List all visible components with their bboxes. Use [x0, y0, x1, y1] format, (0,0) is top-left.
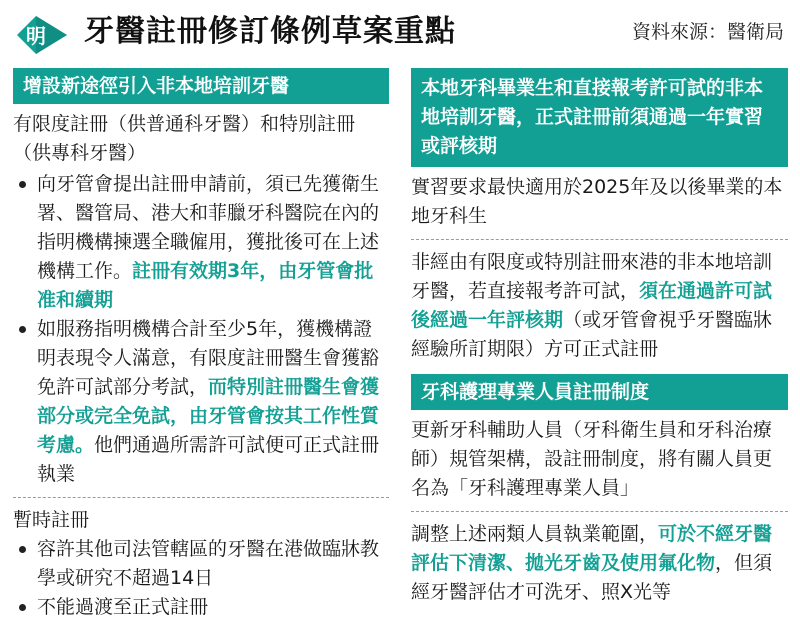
highlight-scope: 可於不經牙醫評估下清潔、拋光牙齒及使用氟化物: [411, 523, 773, 574]
list-item: 向牙管會提出註冊申請前，須已先獲衛生署、醫管局、港大和菲臘牙科醫院在內的指明機構揀選全職僱用，獲批後可在上述機構工作。註冊有效期3年，由牙管會批准和續期: [13, 170, 389, 315]
left-column: [13, 68, 389, 622]
highlight-assessment: 須在通過許可試後經過一年評核期: [411, 280, 773, 331]
registration-intro: 有限度註冊（供普通科牙醫）和特別註冊（供專科牙醫）: [13, 113, 356, 164]
divider: [411, 239, 788, 240]
assessment-period-text: 非經由有限度或特別註冊來港的非本地培訓牙醫，若直接報考許可試，須在通過許可試後經過一年評核期（或牙管會視乎牙醫臨牀經驗所訂期限）方可正式註冊: [411, 251, 773, 360]
internship-applicability: 實習要求最快適用於2025年及以後畢業的本地牙科生: [411, 176, 783, 227]
bullet-icon: [19, 181, 26, 188]
list-item: 容許其他司法管轄區的牙醫在港做臨牀教學或研究不超過14日: [13, 535, 389, 593]
list-item: 如服務指明機構合計至少5年，獲機構證明表現令人滿意，有限度註冊醫生會獲豁免許可試部分考試，而特別註冊醫生會獲部分或完全免試，由牙管會按其工作性質考慮。他們通過所需許可試便可正式註冊執業: [13, 315, 389, 489]
bullet-icon: [19, 326, 26, 333]
limited-registration-list: [13, 170, 389, 489]
section-heading-internship: 本地牙科畢業生和直接報考許可試的非本地培訓牙醫，正式註冊前須通過一年實習或評核期: [411, 68, 788, 167]
practice-scope-text: 調整上述兩類人員執業範圍，可於不經牙醫評估下清潔、拋光牙齒及使用氟化物，但須經牙醫評估才可洗牙、照X光等: [411, 523, 773, 603]
bullet-icon: [19, 604, 26, 611]
highlight-exemption: 而特別註冊醫生會獲部分或完全免試，由牙管會按其工作性質考慮。: [37, 376, 380, 456]
list-item: 不能過渡至正式註冊: [13, 593, 389, 622]
divider: [411, 511, 788, 512]
header: [0, 0, 800, 66]
highlight-validity: 註冊有效期3年，由牙管會批准和續期: [37, 260, 374, 311]
temporary-registration-heading: 暫時註冊: [13, 509, 90, 531]
page-title: 牙醫註冊修訂條例草案重點: [84, 14, 456, 49]
section-heading-new-pathway: 增設新途徑引入非本地培訓牙醫: [13, 68, 389, 104]
logo-char: 明: [26, 24, 46, 48]
temporary-registration-list: [13, 535, 389, 622]
right-column: [411, 68, 788, 607]
section-heading-dental-care: 牙科護理專業人員註冊制度: [411, 374, 788, 410]
newspaper-logo-icon: [13, 12, 71, 58]
dental-care-framework: 更新牙科輔助人員（牙科衛生員和牙科治療師）規管架構，設註冊制度，將有關人員更名為「牙科護理專業人員」: [411, 419, 773, 499]
source-note: 資料來源：醫衛局: [631, 21, 784, 43]
divider: [13, 497, 389, 498]
bullet-icon: [19, 546, 26, 553]
